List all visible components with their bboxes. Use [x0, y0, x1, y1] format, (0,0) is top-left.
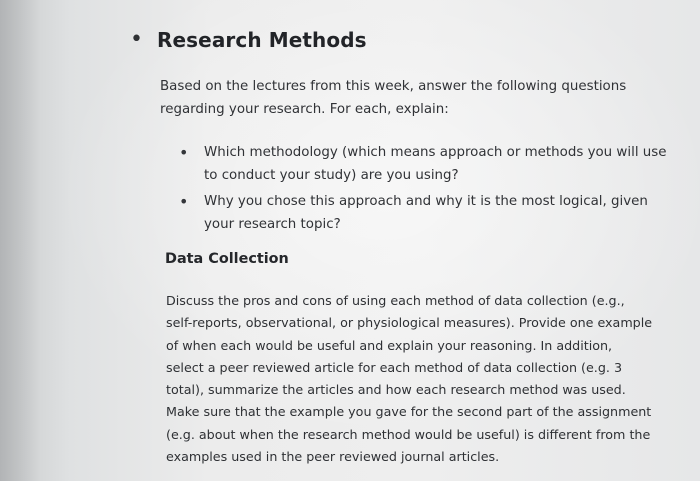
list-item-line: Which methodology (which means approach or methods you will use: [204, 145, 667, 160]
intro-line: regarding your research. For each, explain:: [160, 102, 449, 117]
section-title: Research Methods: [156, 28, 367, 52]
paragraph-line: of when each would be useful and explain your reasoning. In addition,: [166, 337, 613, 353]
paragraph-line: examples used in the peer reviewed journal articles.: [166, 449, 500, 465]
list-item: [176, 141, 667, 187]
bullet-icon: •: [130, 27, 143, 52]
list-item-line: Why you chose this approach and why it is the most logical, given: [204, 194, 648, 209]
screen-edge-shadow: [0, 0, 40, 481]
paragraph-line: self-reports, observational, or physiological measures). Provide one example: [166, 315, 653, 331]
paragraph-line: Discuss the pros and cons of using each method of data collection (e.g.,: [166, 293, 625, 308]
question-list: [176, 141, 667, 239]
bullet-icon: •: [179, 192, 189, 211]
data-collection-paragraph: [166, 290, 656, 468]
paragraph-line: total), summarize the articles and how each research method was used.: [166, 382, 626, 398]
paragraph-line: (e.g. about when the research method would be useful) is different from the: [166, 426, 651, 442]
paragraph-line: select a peer reviewed article for each method of data collection (e.g. 3: [166, 359, 623, 375]
section-heading-row: [130, 28, 367, 52]
list-item-line: your research topic?: [204, 217, 341, 232]
bullet-icon: •: [179, 143, 189, 162]
subsection-title: Data Collection: [165, 251, 289, 267]
paragraph-line: Make sure that the example you gave for the second part of the assignment: [166, 404, 652, 420]
list-item-line: to conduct your study) are you using?: [204, 168, 459, 183]
intro-line: Based on the lectures from this week, answer the following questions: [160, 79, 627, 94]
list-item: [176, 190, 646, 236]
intro-paragraph: [160, 75, 640, 121]
